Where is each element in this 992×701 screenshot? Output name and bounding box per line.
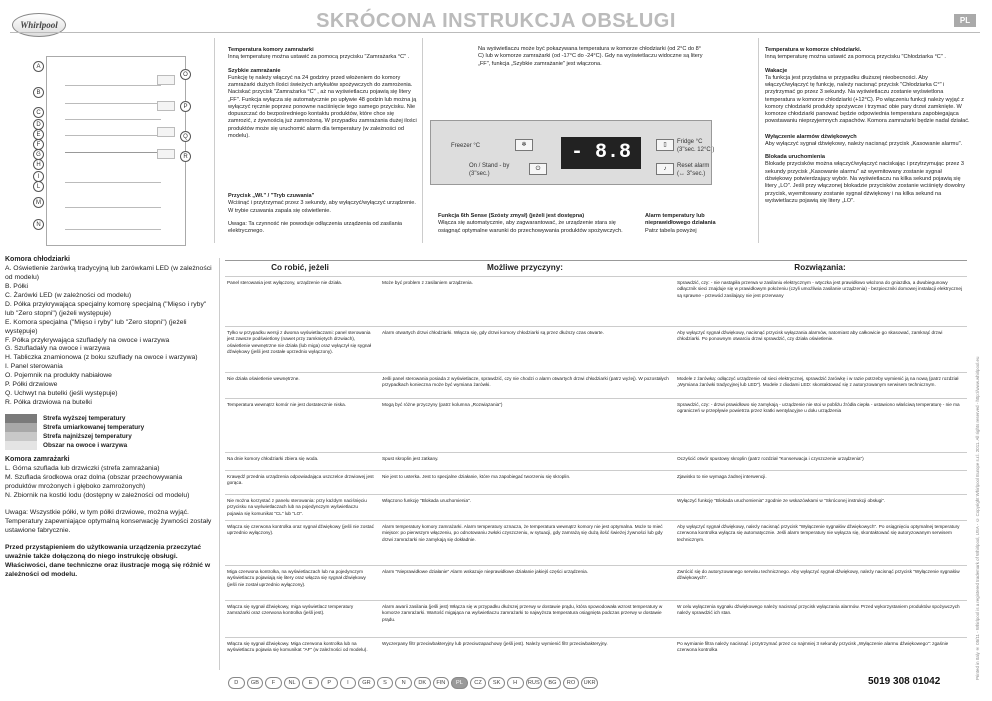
language-p: P [321, 677, 338, 689]
row-solution: Oczyścić otwór spustowy skroplin (patrz rozdział "Konserwacja i czyszczenie urządzenia") [677, 456, 864, 461]
row-problem: Tylko w przypadku wersji z dwoma wyświetlaczami: panel sterowania jest zawsze podświetlony (nawet przy zamkniętych drzwiach), oświetlenie wewnętrzne nie działa (lub miga) oraz wyłączył się sygnał dźwiękowy (jeśli jest zostałe uprzednio wyłączony). [227, 330, 372, 355]
legend-item: A. Oświetlenie żarówką tradycyjną lub żarówkami LED (w zależności od modelu) [5, 264, 212, 281]
callout-c: C [33, 107, 44, 118]
reset-alarm-button[interactable]: ♪ [656, 163, 674, 175]
block-freezer-temp: Temperatura komory zamrażarki Inną temperaturę można ustawić za pomocą przycisku "Zamrażarka °C" . Szybkie zamrażanie Funkcję tę należy włączyć na 24 godziny przed włożeniem do komory zamrażarki dużych ilości świeżych artykułów spożywczych do zamrożenia. Naciskać przycisk "Zamrażarka °C" , aż na wyświetlaczu pojawią się litery „FF". Funkcja wyłącza się automatycznie po upływie 48 godzin lub można ją wyłączyć ręcznie poprzez ponowne naciśnięcie tego samego przycisku. Nie dopuszczać do bezpośredniego kontaktu produktów, które chce się zamrozić, z żywnością już zamrożoną. W przypadku zamrażania dużej ilości produktów może się uruchomić alarm dla temperatury (w zależności od modelu). [228, 47, 417, 139]
table-row [225, 520, 967, 565]
language-list [228, 677, 598, 689]
onoff-button[interactable]: ⏻ [529, 163, 547, 175]
table-header-what: Co robić, jeżeli [271, 263, 329, 272]
legend-item: O. Pojemnik na produkty nabiałowe [5, 372, 112, 380]
callout-a: A [33, 61, 44, 72]
zone-label: Strefa najniższej temperatury [43, 432, 132, 440]
zone-label: Strefa wyższej temperatury [43, 414, 126, 422]
row-cause: Alarm awarii zasilania (jeśli jest) Włącza się w przypadku dłuższej przerwy w dostawie prądu, która spowodowała wzrost temperatury w komorze zamrażarki. Wartość migająca na wyświetlaczu zamrażarki to najwyższa temperatura osiągnięta podczas przerwy w dostawie prądu. [382, 604, 663, 622]
document-code: 5019 308 01042 [868, 676, 941, 687]
language-f: F [265, 677, 282, 689]
language-bg: BG [544, 677, 561, 689]
callout-r: R [180, 151, 191, 162]
zone-color [5, 432, 37, 441]
callout-d: D [33, 119, 44, 130]
row-solution: Sprawdzić, czy: - drzwi prawidłowo się zamykają - urządzenie nie stoi w pobliżu źródła ciepła - ustawiono właściwą temperaturę - nie ma ograniczeń w przepływie powietrza przez kratki wentylacyjne u dołu urządzenia [677, 402, 960, 414]
row-solution: Sprawdzić, czy: - nie nastąpiła przerwa w zasilaniu elektrycznym - wtyczka jest prawidłowo włożona do gniazdka, a dwubiegunowy odłącznik sieci znajduje się w prawidłowym położeniu (czyli umożliwia zasilanie urządzenia) - bezpieczniki domowej instalacji elektrycznej są sprawne - przewód zasilający nie jest przerwany [677, 280, 963, 298]
row-solution: Zjawisko to nie wymaga żadnej interwencji. [677, 474, 767, 479]
legend-item: N. Zbiornik na kostki lodu (dostępny w zależności od modelu) [5, 491, 190, 499]
callout-p: P [180, 101, 191, 112]
fridge-label: Fridge °C (3''sec. 12°C ) [677, 139, 715, 153]
legend-item: B. Półki [5, 282, 29, 290]
row-solution: Modele z żarówką: odłączyć urządzenie od sieci elektrycznej, sprawdzić żarówkę i w razie potrzeby wymienić ją na nową (patrz rozdział „Wymiana żarówki tradycyjnej lub LED"). Modele z diodami LED: skontaktować się z autoryzowanym serwisem technicznym. [677, 376, 959, 388]
zone-swatch [5, 423, 215, 432]
table-row [225, 565, 967, 600]
language-cz: CZ [470, 677, 487, 689]
zone-label: Obszar na owoce i warzywa [43, 441, 128, 449]
language-rus: RUS [526, 677, 543, 689]
legend-column [5, 255, 215, 580]
fridge-illustration [46, 56, 186, 246]
row-solution: Aby wyłączyć sygnał dźwiękowy, nacisnąć przycisk wyłączania alarmów, natomiast aby całkowicie go skasować, zamknąć drzwi chłodziarki. Po ponownym otwarciu drzwi sprawdzić, czy działa oświetlenie. [677, 330, 943, 342]
table-header-solutions: Rozwiązania: [794, 263, 846, 272]
copyright-side-text: Printed in Italy ® 05/11 - Whirlpool is a registered trademark of Whirlpool, USA - © Copyright Whirlpool Europe s.r.l. 2011. All rights reserved - http://www.whirlpool.eu [975, 356, 980, 680]
legend-item: E. Komora specjalna ("Mięso i ryby" lub "Zero stopni") (jeżeli występuje) [5, 318, 187, 335]
legend-item: M. Szuflada środkowa oraz dolna (obszar przechowywania produktów mrożonych i głęboko zamrożonych) [5, 473, 183, 490]
fridge-temp-button[interactable]: ▯ [656, 139, 674, 151]
callout-e: E [33, 129, 44, 140]
legend-item: H. Tabliczka znamionowa (z boku szuflady na owoce i warzywa) [5, 354, 198, 362]
legend-item: G. Szufladał/y na owoce i warzywa [5, 345, 111, 353]
row-solution: Wyłączyć funkcję "Blokada uruchomienia" zgodnie ze wskazówkami w "Skróconej instrukcji obsługi". [677, 498, 886, 503]
language-ro: RO [563, 677, 580, 689]
callout-o: O [180, 69, 191, 80]
callout-q: Q [180, 131, 191, 142]
zone-color [5, 414, 37, 423]
legend-item: L. Górna szuflada lub drzwiczki (strefa zamrażania) [5, 465, 160, 472]
table-row [225, 326, 967, 372]
table-row [225, 637, 967, 670]
callout-f: F [33, 139, 44, 150]
row-problem: Włącza się sygnał dźwiękowy, miga wyświetlacz temperatury zamrażarki oraz czerwona kontrolka (jeśli jest). [227, 604, 354, 616]
header-divider [10, 32, 980, 33]
callout-n: N [33, 219, 44, 230]
fridge-section-heading: Komora chłodziarki [5, 256, 70, 263]
language-sk: SK [488, 677, 505, 689]
language-gr: GR [358, 677, 375, 689]
table-row [225, 494, 967, 520]
legend-item: R. Półka drzwiowa na butelki [5, 399, 92, 407]
language-s: S [377, 677, 394, 689]
row-problem: Krawędź przednia urządzenia odpowiadająca uszczelce drzwiowej jest gorąca. [227, 474, 374, 486]
brand-logo: Whirlpool [12, 13, 66, 37]
legend-item: D. Półka przykrywająca specjalny komorę specjalną ("Mięso i ryby" lub "Zero stopni") (jeżeli występuje) [5, 300, 207, 317]
table-row [225, 600, 967, 637]
language-d: D [228, 677, 245, 689]
block-fridge-temp: Temperatura w komorze chłodziarki. Inną temperaturę można ustawić za pomocą przycisku "Chłodziarka °C" . Wakacje Ta funkcja jest przydatna w przypadku dłuższej nieobecności. Aby włączyć/wyłączyć tę funkcję, należy nacisnąć przycisk "Chłodziarka C°" i przytrzymać go przez 3 sekundy. Na wyświetlaczu zostanie wyświetlona temperatura w komorze chłodziarki (+12°C). Po włączeniu funkcji należy wyjąć z komory chłodziarki produkty spożywcze i trzymać obie pary drzwi zamknięte. W komorze chłodziarki panować będzie odpowiednia temperatura zapobiegająca powstawaniu nieprzyjemnych zapachów. Komora zamrażarki będzie nadal działać. Wyłączenie alarmów dźwiękowych Aby wyłączyć sygnał dźwiękowy, należy nacisnąć przycisk „Kasowanie alarmu". Blokada uruchomienia Blokadę przycisków można włączyć/wyłączyć naciskając i przytrzymując przez 3 sekundy przycisk „Kasowanie alarmu" aż wyemitowany zostanie sygnał dźwiękowy potwierdzający wybór. Na wyświetlaczu na kilka sekund pojawią się litery „LO". Jeśli przy włączonej blokadzie przycisków zostanie wciśnięty dowolny przycisk, wyemitowany zostanie sygnał dźwiękowy i na kilka sekund na wyświetlaczu pojawią się litery „LO". [765, 47, 970, 204]
callout-b: B [33, 87, 44, 98]
language-n: N [395, 677, 412, 689]
row-cause: Włączono funkcję "Blokada uruchomienia". [382, 498, 472, 503]
row-cause: Spust skroplin jest zatkany. [382, 456, 439, 461]
freezer-section-heading: Komora zamrażarki [5, 456, 70, 464]
zone-color [5, 441, 37, 450]
freezer-label: Freezer °C [451, 143, 481, 149]
language-e: E [302, 677, 319, 689]
language-badge: PL [954, 14, 976, 27]
freezer-temp-button[interactable]: ❄ [515, 139, 533, 151]
zone-swatch [5, 414, 215, 423]
row-solution: Aby wyłączyć sygnał dźwiękowy, należy nacisnąć przycisk "Wyłączenie sygnałów dźwiękowych". Po osiągnięciu optymalnej temperatury czerwona kontrolka wyłącza się automatycznie. Jeśli alarm temperatury nie wyłącza się, skontaktować się autoryzowanym serwisem technicznym. [677, 524, 960, 542]
callout-l: L [33, 181, 44, 192]
col-divider-2 [422, 38, 423, 243]
row-problem: Nie można korzystać z panelu sterowania: przy każdym naciśnięciu przycisku na wyświetlaczach lub na pojedynczym wyświetlaczu pojawia się komunikat "CL" lub "LO". [227, 498, 367, 516]
language-i: I [340, 677, 357, 689]
row-problem: Na dnie komory chłodziarki zbiera się woda. [227, 456, 319, 461]
block-alarm: Alarm temperatury lub nieprawidłowego działania Patrz tabela powyżej [645, 213, 716, 234]
language-gb: GB [247, 677, 264, 689]
col-divider-left [219, 258, 220, 670]
legend-item: P. Półki drzwiowe [5, 381, 58, 389]
row-problem: Włącza się sygnał dźwiękowy. Miga czerwona kontrolka lub na wyświetlaczu pojawia się komunikat "AF" (w zależności od modelu). [227, 641, 368, 653]
row-problem: Nie działa oświetlenie wewnętrzne. [227, 376, 300, 381]
row-problem: Panel sterowania jest wyłączony, urządzenie nie działa. [227, 280, 343, 285]
note-read-manual: Przed przystąpieniem do użytkowania urządzenia przeczytać uważnie także dołączoną do niego instrukcję obsługi. Właściwości, dane techniczne oraz ilustracje mogą się różnić w zależności od modelu. [5, 543, 211, 578]
note-shelves: Uwaga: Wszystkie półki, w tym półki drzwiowe, można wyjąć. Temperatury zapewniające optymalną konserwację żywności zostały ustawione fabrycznie. [5, 508, 212, 534]
row-solution: Zwrócić się do autoryzowanego serwisu technicznego. Aby wyłączyć sygnał dźwiękowy, należy nacisnąć przycisk "Wyłączenie sygnałów dźwiękowych". [677, 569, 960, 581]
reset-alarm-label: Reset alarm (↔ 3''sec.) [677, 163, 710, 177]
language-nl: NL [284, 677, 301, 689]
table-top-rule [225, 260, 967, 261]
onoff-label: On / Stand - by (3''sec.) [469, 163, 510, 177]
row-problem: Włącza się czerwona kontrolka oraz sygnał dźwiękowy (jeśli nie zostać uprzednio wyłączony). [227, 524, 374, 536]
zone-swatch [5, 441, 215, 450]
row-cause: Jeśli panel sterowania posiada 2 wyświetlacze, sprawdzić, czy nie chodzi o alarm otwartych drzwi chłodziarki (patrz wyżej). W pozostałych przypadkach konieczna może być wymiana żarówki. [382, 376, 669, 388]
control-panel [430, 120, 715, 185]
zone-color [5, 423, 37, 432]
callout-h: H [33, 159, 44, 170]
row-cause: Alarm otwartych drzwi chłodziarki. Włącza się, gdy drzwi komory chłodziarki są przez dłuższy czas otwarte. [382, 330, 604, 335]
language-fin: FIN [433, 677, 450, 689]
zone-label: Strefa umiarkowanej temperatury [43, 423, 145, 431]
row-cause: Może być problem z zasilaniem urządzenia. [382, 280, 473, 285]
legend-item: I. Panel sterowania [5, 363, 63, 371]
row-problem: Temperatura wewnątrz komór nie jest dostatecznie niska. [227, 402, 347, 407]
row-cause: Nie jest to usterka. Jest to specjalne działanie, które ma zapobiegać tworzeniu się skroplin. [382, 474, 571, 479]
legend-item: F. Półka przykrywająca szufladę/y na owoce i warzywa [5, 336, 170, 344]
table-row [225, 372, 967, 398]
row-cause: Alarm "Nieprawidłowe działanie" Alarm wskazuje nieprawidłowe działanie jakiejś części urządzenia. [382, 569, 589, 574]
legend-item: C. Żarówki LED (w zależności od modelu) [5, 291, 132, 299]
block-sixth-sense: Funkcja 6th Sense (Szósty zmysł) (jeżeli jest dostępna) Włącza się automatycznie, aby zagwarantować, że urządzenie stara się osiągnąć optymalne warunki do przechowywania produktów spożywczych. [438, 213, 623, 234]
row-problem: Miga czerwona kontrolka, na wyświetlaczach lub na pojedynczym wyświetlaczu pojawiają się litery oraz włącza się sygnał dźwiękowy (jeśli nie został uprzednio wyłączony). [227, 569, 366, 587]
table-header-causes: Możliwe przyczyny: [487, 263, 563, 272]
language-ukr: UKR [581, 677, 598, 689]
zone-swatch [5, 432, 215, 441]
table-row [225, 452, 967, 470]
block-display-note: Na wyświetlaczu może być pokazywana temperatura w komorze chłodziarki (od 2°C do 8° C) lub w komorze zamrażarki (od -17°C do -24°C). Gdy na wyświetlaczu widoczne są litery „FF", funkcja „Szybkie zamrażanie" jest włączona. [478, 46, 703, 67]
row-cause: Wyczerpany filtr przeciwbakteryjny lub przeciwzapachowy (jeśli jest). Należy wymienić filtr przeciwbakteryjny. [382, 641, 608, 646]
table-row [225, 470, 967, 494]
language-dk: DK [414, 677, 431, 689]
callout-g: G [33, 149, 44, 160]
row-cause: Mogą być różne przyczyny (patrz kolumna „Rozwiązania") [382, 402, 503, 407]
legend-item: Q. Uchwyt na butelki (jeśli występuje) [5, 390, 118, 398]
language-pl: PL [451, 677, 468, 689]
callout-m: M [33, 197, 44, 208]
col-divider-1 [214, 38, 215, 243]
table-row [225, 398, 967, 452]
block-onoff: Przycisk „Wł." / "Tryb czuwania" Wciśnąć i przytrzymać przez 3 sekundy, aby wyłączyć/wyłączyć urządzenie. W trybie czuwania zapala się oświetlenie. Uwaga: Ta czynność nie powoduje odłączenia urządzenia od zasilania elektrycznego. [228, 193, 416, 235]
row-cause: Alarm temperatury komory zamrażarki. Alarm temperatury oznacza, że temperatura wewnątrz komory nie jest optymalna. Może to mieć miejsce: po pierwszym włączeniu, po odnotowaniu zwłoki czyszczeniu, w sytuacji, gdy zamrażą się dużą ilość świeżej żywności lub gdy drzwi zamrażarki nie zamykają się dokładnie. [382, 524, 663, 542]
temperature-display: - 8.8 [561, 137, 641, 169]
callout-i: I [33, 171, 44, 182]
page-title: SKRÓCONA INSTRUKCJA OBSŁUGI [316, 10, 676, 32]
table-row [225, 276, 967, 326]
language-h: H [507, 677, 524, 689]
row-solution: Po wymianie filtra należy nacisnąć i przytrzymać przez co najmniej 3 sekundy przycisk „Wyłączenie alarmu dźwiękowego": zgaśnie czerwona kontrolka [677, 641, 949, 653]
row-solution: W celu wyłączenia sygnału dźwiękowego należy nacisnąć przycisk wyłączania alarmów. Przed wykorzystaniem produktów spożywczych należy sprawdzić ich stan. [677, 604, 960, 616]
col-divider-3 [758, 38, 759, 243]
